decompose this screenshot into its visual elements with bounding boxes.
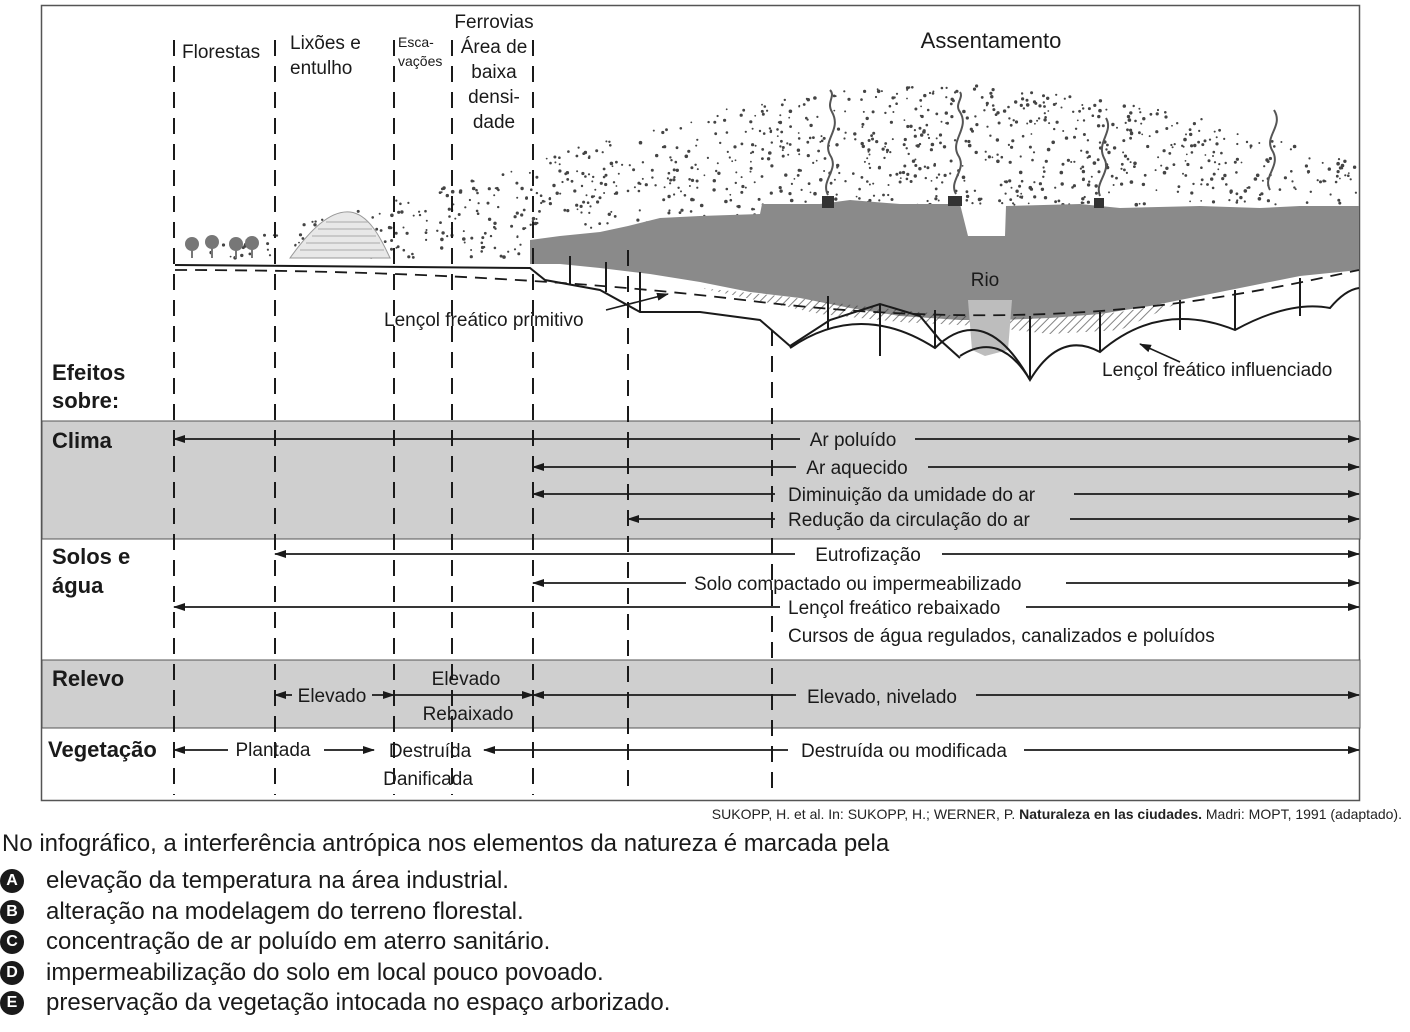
option-d-text: impermeabilização do solo em local pouco povoado. xyxy=(46,958,604,986)
efeitos-heading-1: Efeitos xyxy=(52,360,126,385)
zone-escavacoes-2: vações xyxy=(398,53,443,69)
effect-eutrofizacao: Eutrofização xyxy=(815,545,921,566)
category-solos-2: água xyxy=(52,573,104,598)
zone-escavacoes-1: Esca- xyxy=(398,34,434,50)
source-title: Naturaleza en las ciudades. xyxy=(1019,806,1202,822)
zone-lixoes-1: Lixões e xyxy=(290,33,361,54)
option-e[interactable] xyxy=(0,988,670,1019)
option-d-badge: D xyxy=(0,961,24,985)
landfill-mound xyxy=(290,212,390,258)
relevo-band xyxy=(42,660,1360,728)
effect-elevado-2: Elevado xyxy=(431,669,501,690)
lencol-influenciado-label: Lençol freático influenciado xyxy=(1102,360,1333,381)
zone-lixoes-2: entulho xyxy=(290,58,353,79)
source-citation xyxy=(712,806,1402,822)
zone-ferrovias: Ferrovias xyxy=(454,12,534,33)
effect-cursos-agua: Cursos de água regulados, canalizados e poluídos xyxy=(788,626,1215,647)
effect-lencol-rebaixado: Lençol freático rebaixado xyxy=(788,598,1001,619)
effect-destruida: Destruída xyxy=(388,741,472,762)
effect-ar-poluido: Ar poluído xyxy=(809,430,897,451)
effect-danificada: Danificada xyxy=(383,769,473,790)
effect-circulacao: Redução da circulação do ar xyxy=(788,510,1030,531)
category-relevo: Relevo xyxy=(52,666,125,691)
zone-assentamento: Assentamento xyxy=(920,28,1062,53)
efeitos-heading-2: sobre: xyxy=(52,388,120,413)
option-d[interactable] xyxy=(0,958,670,989)
source-suffix: Madri: MOPT, 1991 (adaptado). xyxy=(1205,806,1402,822)
option-c-badge: C xyxy=(0,930,24,954)
option-c[interactable] xyxy=(0,927,670,958)
effect-elevado-nivelado: Elevado, nivelado xyxy=(807,687,957,708)
source-prefix: SUKOPP, H. et al. In: SUKOPP, H.; WERNER, P. xyxy=(711,806,1016,822)
effect-ar-aquecido: Ar aquecido xyxy=(806,458,908,479)
option-a-badge: A xyxy=(0,869,24,893)
option-b[interactable] xyxy=(0,897,670,928)
option-c-text: concentração de ar poluído em aterro sanitário. xyxy=(46,928,551,956)
category-vegetacao: Vegetação xyxy=(48,737,157,762)
option-b-text: alteração na modelagem do terreno florestal. xyxy=(46,897,524,925)
zone-florestas: Florestas xyxy=(182,42,261,63)
zone-area-de: Área de xyxy=(460,37,528,58)
effect-solo-compactado: Solo compactado ou impermeabilizado xyxy=(694,574,1022,595)
answer-options xyxy=(0,866,670,1019)
lencol-primitivo-label: Lençol freático primitivo xyxy=(384,310,584,331)
option-e-text: preservação da vegetação intocada no espaço arborizado. xyxy=(46,989,671,1017)
question-text: No infográfico, a interferência antrópica nos elementos da natureza é marcada pela xyxy=(2,830,890,857)
effect-elevado: Elevado xyxy=(297,686,367,707)
option-e-badge: E xyxy=(0,991,24,1015)
option-a-text: elevação da temperatura na área industrial. xyxy=(46,867,509,895)
effect-destruida-modificada: Destruída ou modificada xyxy=(801,741,1007,762)
forest-trees xyxy=(185,235,259,258)
category-solos-1: Solos e xyxy=(52,544,131,569)
option-b-badge: B xyxy=(0,900,24,924)
option-a[interactable] xyxy=(0,866,670,897)
effect-plantada: Plantada xyxy=(235,740,311,761)
zone-densi: densi- xyxy=(468,87,520,108)
effect-umidade: Diminuição da umidade do ar xyxy=(788,485,1036,506)
rio-label: Rio xyxy=(970,270,1000,291)
effect-rebaixado: Rebaixado xyxy=(422,704,514,725)
category-clima: Clima xyxy=(52,428,112,453)
zone-dade: dade xyxy=(472,112,516,133)
zone-baixa: baixa xyxy=(471,62,517,83)
